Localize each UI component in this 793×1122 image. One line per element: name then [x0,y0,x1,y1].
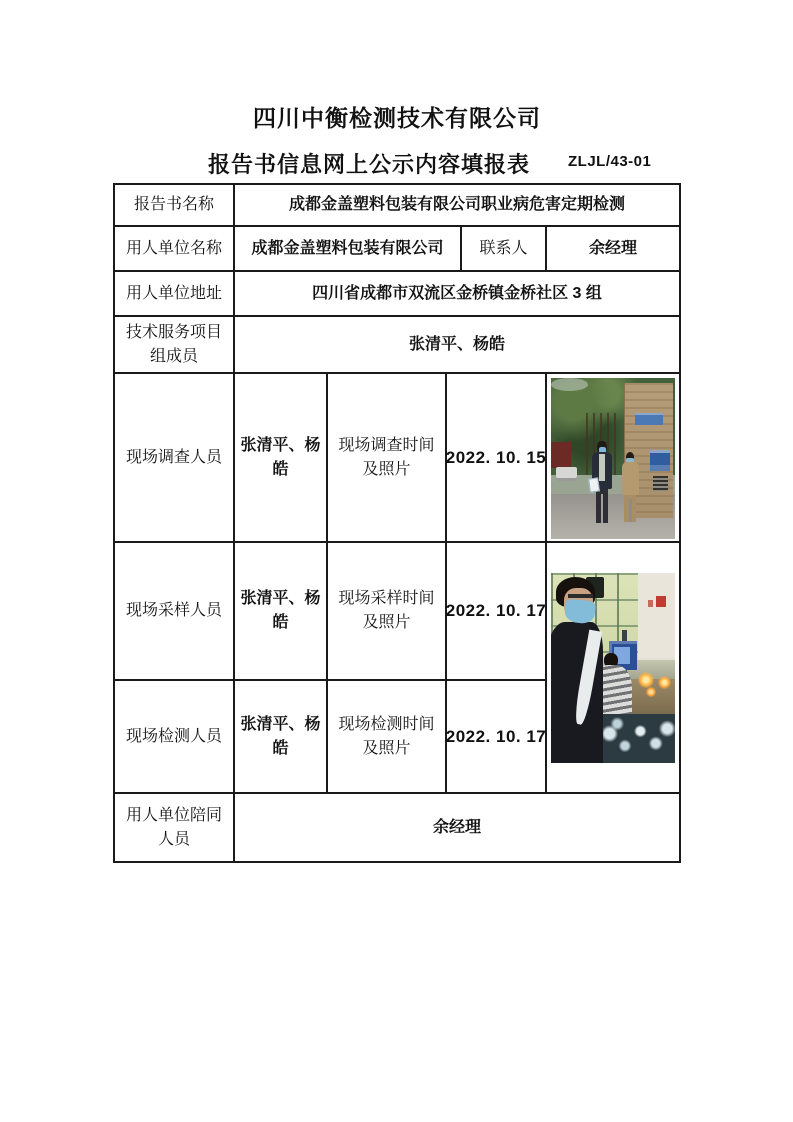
sampling-photo-cell [547,543,679,792]
project-team-label: 技术服务项目组成员 [115,317,235,372]
blue-info-board [650,450,670,471]
table-row-site-testing [115,681,547,792]
site-survey-label: 现场调查人员 [115,374,235,541]
flame-glow [658,676,671,689]
worker-figure [620,452,640,526]
site-survey-time-label: 现场调查时间及照片 [328,374,447,541]
flame-glow [638,672,654,688]
document-folder [588,477,600,492]
glasses [568,594,593,598]
contact-value: 余经理 [588,239,637,257]
table-row-site-survey [115,374,679,543]
site-sampling-label: 现场采样人员 [115,543,235,679]
escort-label: 用人单位陪同人员 [115,794,235,861]
table-row-site-sampling [115,543,547,681]
contact-label: 联系人 [462,227,547,270]
report-name-label: 报告书名称 [115,185,235,225]
site-survey-date: 2022. 10. 15 [447,374,547,541]
site-survey-staff: 张清平、杨皓 [235,374,328,541]
project-team-value: 张清平、杨皓 [408,335,505,353]
site-testing-label: 现场检测人员 [115,681,235,792]
blue-name-plate [635,413,662,424]
employer-address-value: 四川省成都市双流区金桥镇金桥社区 3 组 [312,284,602,302]
red-awning [551,442,571,468]
sampling-testing-left-columns [115,543,547,792]
form-title: 报告书信息网上公示内容填报表 [207,152,530,177]
face-mask [564,598,596,624]
site-testing-staff: 张清平、杨皓 [235,681,328,792]
site-testing-date: 2022. 10. 17 [447,681,547,792]
employer-name-label: 用人单位名称 [115,227,235,270]
report-name-value: 成都金盖塑料包装有限公司职业病危害定期检测 [288,196,625,213]
site-survey-photo-cell [547,374,679,541]
table-row-project-team [115,317,679,374]
table-row-employer-address [115,272,679,317]
escort-value: 余经理 [432,818,481,836]
red-sign [656,596,666,607]
plastic-parts-bin [598,714,675,763]
vent-grid [653,476,668,490]
site-sampling-date: 2022. 10. 17 [447,543,547,679]
site-testing-time-label: 现场检测时间及照片 [328,681,447,792]
table-rowgroup-sampling-testing [115,543,679,794]
report-info-table [113,183,681,863]
white-van [556,467,577,481]
subtitle-row [113,148,681,177]
site-sampling-staff: 张清平、杨皓 [235,543,328,679]
employer-name-value: 成都金盖塑料包装有限公司 [235,227,462,270]
employer-address-label: 用人单位地址 [115,272,235,315]
factory-gate-survey-photo [551,378,675,539]
table-row-employer-name [115,227,679,272]
table-row-escort [115,794,679,861]
page-title: 四川中衡检测技术有限公司 [253,105,541,131]
form-code: ZLJL/43-01 [568,153,652,170]
site-sampling-time-label: 现场采样时间及照片 [328,543,447,679]
inspector-figure [588,441,615,530]
table-row-report-name [115,185,679,227]
white-wall [638,573,675,660]
workshop-sampling-photo [551,573,675,763]
masked-inspector-foreground [551,573,608,763]
